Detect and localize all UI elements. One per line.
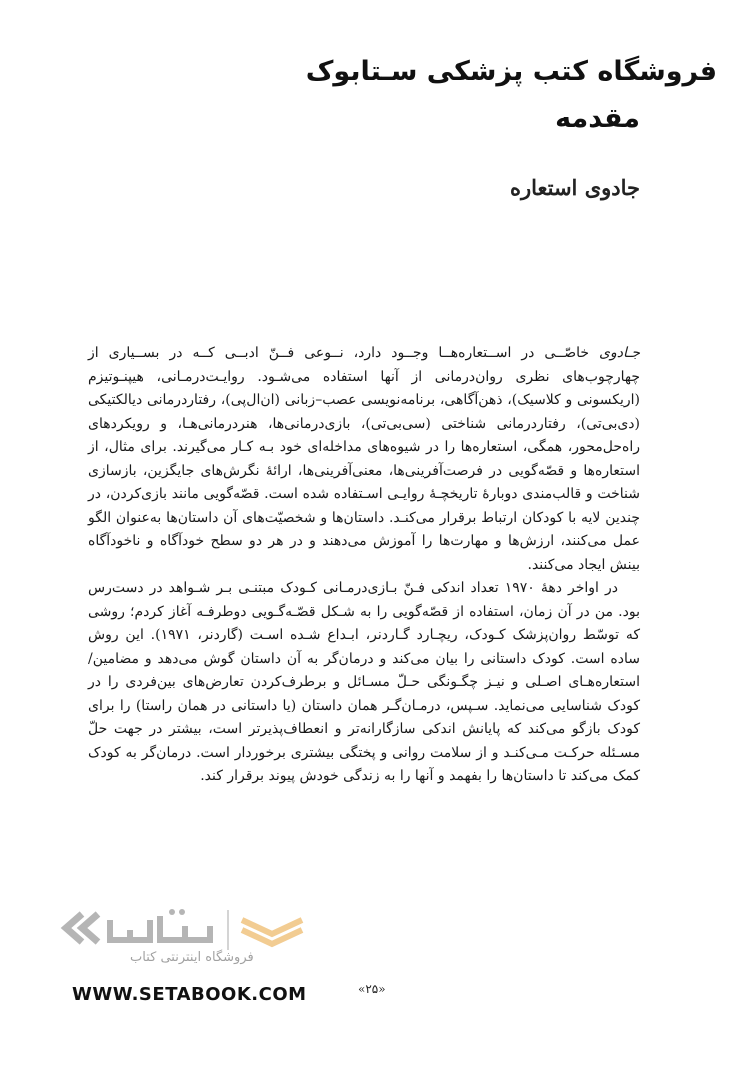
setabook-logo [60,906,340,968]
chapter-title: جادوی استعاره [509,175,640,200]
paragraph-2: در اواخر دههٔ ۱۹۷۰ تعداد اندکی فـنّ بـازی‌درمـانی کـودک مبتنـی بـر شـواهد در دست‌رس بود. من در آن زمان، استفاده از قصّه‌گویی را به شـکل قصّـه‌گـویی دوطرفـه آغاز کردم؛ روشی که توسّط روان‌پزشک کـودک، ریچـارد گـاردنر، ابـداع شـده اسـت (گاردنر، ۱۹۷۱). این روش ساده است. کودک داستانی را بیان می‌کند و درمان‌گر به آن داستان گوش می‌دهد و مضامین/ استعاره‌هـای اصـلی و نیـز چگـونگی حـلّ مسـائل و برطرف‌کردن تعارض‌های بین‌فردی را در کودک شناسایی می‌نماید. سـپس، درمـان‌گـر همان داستان (یا داستانی در همان راستا) را برای کودک بازگو می‌کند که پایانش اندکی سازگارانه‌تر و انعطاف‌پذیرتر است، بیشتر در جهت حلّ مسـئله حرکـت مـی‌کنـد و از سلامت روانی و پختگی بیشتری برخوردار است. درمان‌گر به کودک کمک می‌کند تا داستان‌ها را بفهمد و آنها را به زندگی خودش پیوند برقرار کند. [88,580,640,784]
page-number: «۲۵» [358,982,386,996]
logo-tagline: فروشگاه اینترنتی کتاب [130,950,254,965]
paragraph-1-lead: جـادوی [599,345,640,361]
paragraph-1-text: خاصّــی در اســتعاره‌هــا وجــود دارد، نــوعی فــنّ ادبــی کــه در بســیاری از چهارچوب‌های نظری روان‌درمانی از آنها استفاده می‌شـود. روایـت‌درمـانی، هیپنـوتیزم (اریکسونی و کلاسیک)، ذهن‌آگاهی، برنامه‌نویسی عصب–زبانی (ان‌ال‌پی)، رفتاردرمانی دیالکتیکی (دی‌بی‌تی)، رفتاردرمانی شناختی (سی‌بی‌تی)، بازی‌درمانی‌ها، هنردرمانی‌هـا، و رویکردهای راه‌حل‌محور، همگی، استعاره‌ها را در شیوه‌های مداخله‌ای خود بـه کـار می‌گیرند. برای مثال، از استعاره‌ها و قصّه‌گویی در فرصت‌آفرینی‌ها، معنی‌آفرینی‌ها، ارائهٔ نگرش‌های جایگزین، بازسازی شناخت و قالب‌مندی دوبارهٔ تاریخچـهٔ روایـی اسـتفاده شده است. قصّه‌گویی مانند بازی‌کردن، در چندین لایه با کودکان ارتباط برقرار می‌کنـد. داستان‌ها و شخصیّت‌های آن داستان‌ها به‌عنوان الگو عمل می‌کنند، ارزش‌ها و مهارت‌ها را آموزش می‌دهند و در هر دو سطح خودآگاه و ناخودآگاه بینش ایجاد می‌کنند. [88,345,640,573]
store-title: فروشگاه کتب پزشکی سـتابوک [305,56,717,87]
setabook-logo-mark [60,906,340,950]
website-url: WWW.SETABOOK.COM [72,984,307,1005]
body-text [88,342,640,789]
section-title: مقدمه [555,103,640,134]
paragraph-1 [88,342,640,577]
